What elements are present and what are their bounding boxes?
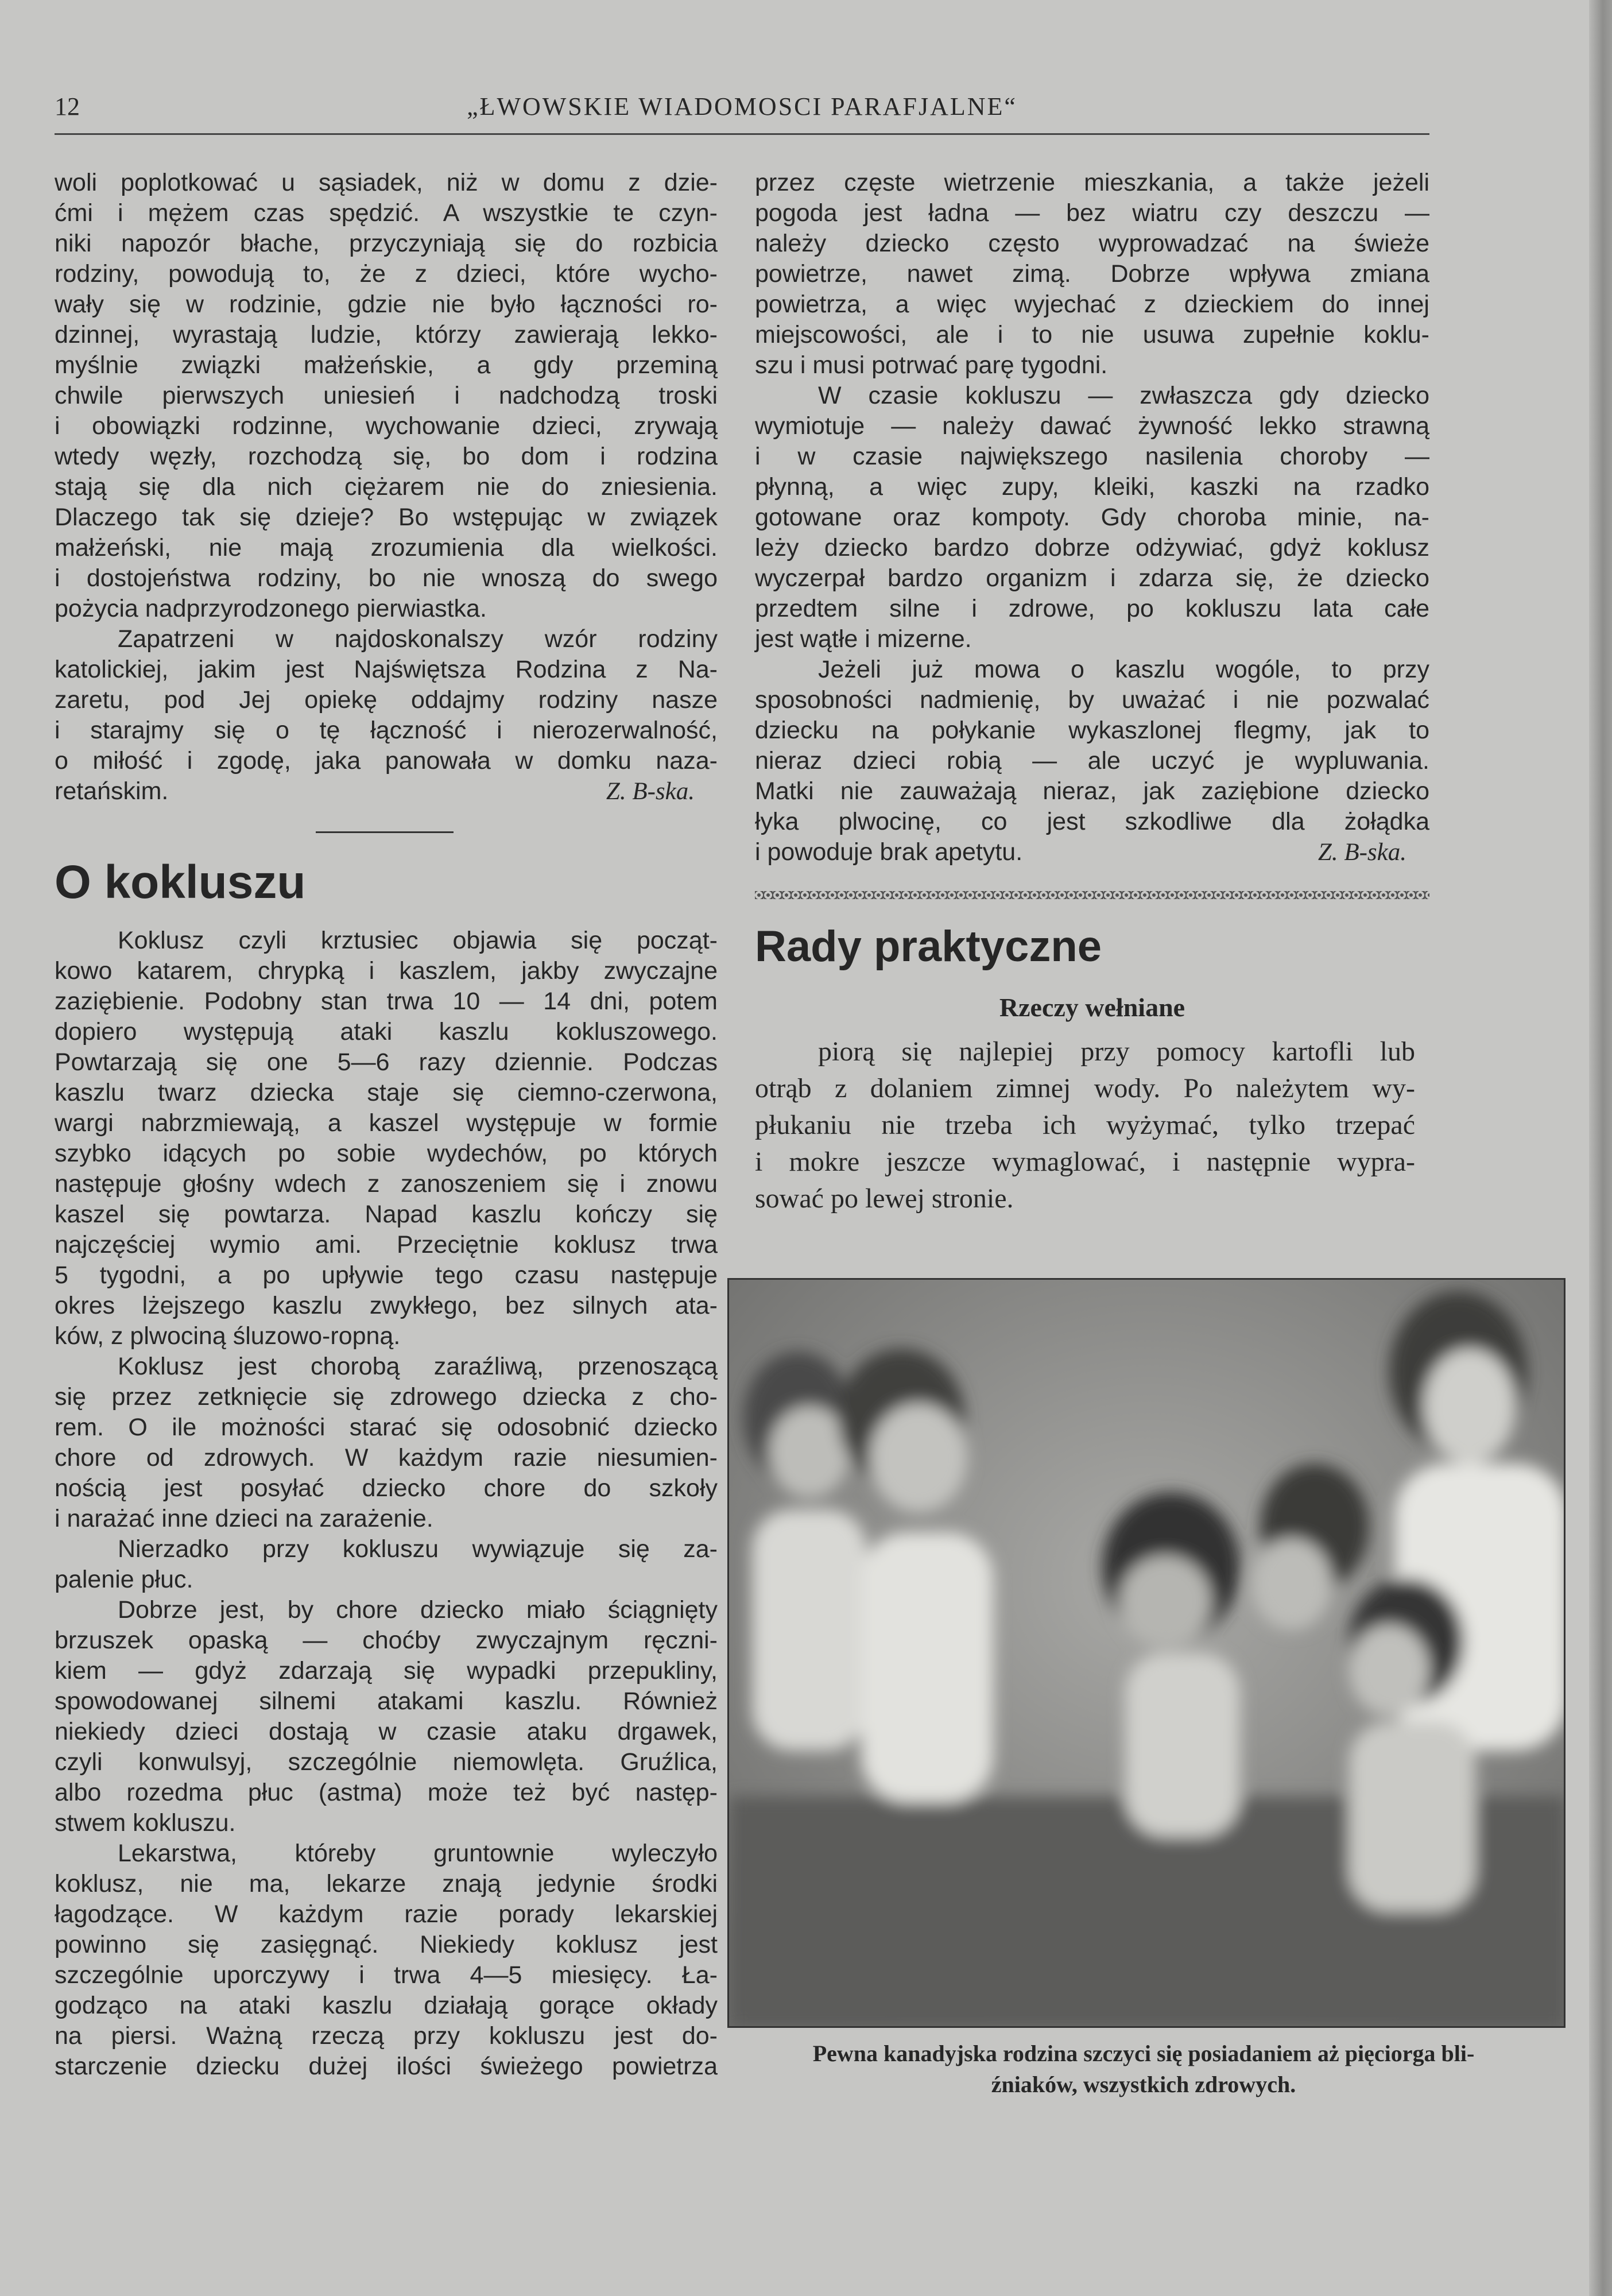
text-line-content: starczenie dziecku dużej ilości świeżego powietrza — [55, 2053, 718, 2080]
text-line-content: retańskim. — [55, 777, 169, 805]
text-line — [55, 1443, 718, 1473]
text-line-content: myślnie związki małżeńskie, a gdy przeminą — [55, 351, 718, 379]
text-line — [755, 259, 1429, 289]
text-line-content: i starajmy się o tę łączność i nierozerwalność, — [55, 717, 718, 744]
text-line-content: 5 tygodni, a po upływie tego czasu następuje — [55, 1261, 718, 1289]
text-line-content: kiem — gdyż zdarzają się wypadki przepukliny, — [55, 1657, 718, 1685]
text-line — [55, 956, 718, 986]
text-line-content: stają się dla nich ciężarem nie do zniesienia. — [55, 473, 718, 501]
text-line — [55, 198, 718, 229]
text-line-content: woli poplotkować u sąsiadek, niż w domu z dzie- — [55, 169, 718, 196]
text-line-content: koklusz, nie ma, lekarze znają jedynie środki — [55, 1870, 718, 1898]
text-line — [755, 1070, 1415, 1107]
text-line — [755, 715, 1429, 746]
text-line — [755, 533, 1429, 563]
text-line-content: należy dziecko często wyprowadzać na świeże — [755, 230, 1429, 257]
text-line-content: i dostojeństwa rodziny, bo nie wnoszą do swego — [55, 564, 718, 592]
text-line — [755, 381, 1429, 411]
text-line — [55, 2051, 718, 2082]
text-line — [55, 229, 718, 259]
text-line — [55, 1595, 718, 1625]
text-line-content: wyczerpał bardzo organizm i zdarza się, że dziecko — [755, 564, 1429, 592]
text-line — [55, 1899, 718, 1930]
text-line-content: albo rozedma płuc (astma) może też być następ- — [55, 1779, 718, 1806]
text-line — [55, 1078, 718, 1108]
text-line — [55, 1260, 718, 1291]
text-line — [55, 259, 718, 289]
text-line-content: najczęściej wymio ami. Przeciętnie koklusz trwa — [55, 1231, 718, 1259]
caption-line: Pewna kanadyjska rodzina szczyci się posiadaniem aż pięciorga bli- — [812, 2041, 1475, 2066]
text-line-content: chore od zdrowych. W każdym razie niesumien- — [55, 1444, 718, 1472]
text-line — [755, 807, 1429, 837]
text-line-content: na piersi. Ważną rzeczą przy kokluszu jest do- — [55, 2022, 718, 2050]
text-line — [55, 1473, 718, 1504]
text-line-content: dopiero występują ataki kaszlu kokluszowego. — [55, 1018, 718, 1046]
page-edge — [1589, 0, 1612, 2296]
text-line — [755, 411, 1429, 442]
text-line — [55, 1991, 718, 2021]
text-line — [55, 1717, 718, 1747]
text-line-content: wargi nabrzmiewają, a kaszel występuje w formie — [55, 1109, 718, 1137]
text-line-content: czyli konwulsyj, szczególnie niemowlęta. Gruźlica, — [55, 1748, 718, 1776]
text-line — [55, 776, 718, 807]
text-line-content: Koklusz czyli krztusiec objawia się począt- — [118, 927, 718, 954]
text-line-content: sposobności nadmienię, by uważać i nie pozwalać — [755, 686, 1429, 714]
text-line-content: Powtarzają się one 5—6 razy dziennie. Podczas — [55, 1048, 718, 1076]
text-line-content: rem. O ile możności starać się odosobnić dziecko — [55, 1414, 718, 1441]
text-line — [55, 926, 718, 956]
subsection-title: Rzeczy wełniane — [999, 993, 1185, 1022]
text-line-content: płynną, a więc zupy, kleiki, kaszki na rzadko — [755, 473, 1429, 501]
text-line-content: i w czasie największego nasilenia choroby — — [755, 443, 1429, 470]
photo-quintuplets — [727, 1278, 1566, 2028]
text-line-content: się przez zetknięcie się zdrowego dziecka z cho- — [55, 1383, 718, 1411]
photo-caption — [724, 2038, 1563, 2100]
text-line — [755, 655, 1429, 685]
text-line — [55, 746, 718, 776]
text-line — [55, 1352, 718, 1382]
text-line — [55, 1565, 718, 1595]
text-line-content: kowo katarem, chrypką i kaszlem, jakby zwyczajne — [55, 957, 718, 985]
text-line — [755, 168, 1429, 198]
text-line-content: niekiedy dzieci dostają w czasie ataku drgawek, — [55, 1718, 718, 1745]
text-line — [55, 986, 718, 1017]
text-line-content: wtedy węzły, rozchodzą się, bo dom i rodzina — [55, 443, 718, 470]
article-title-koklusz: O kokluszu — [55, 856, 306, 908]
text-line-content: powietrza, a więc wyjechać z dzieckiem do innej — [755, 291, 1429, 318]
text-line — [55, 1291, 718, 1321]
text-line — [55, 533, 718, 563]
text-line — [55, 1625, 718, 1656]
text-line — [55, 320, 718, 350]
text-line-content: łagodzące. W każdym razie porady lekarskiej — [55, 1900, 718, 1928]
text-line — [755, 1107, 1415, 1144]
text-line-content: jest wątłe i mizerne. — [755, 625, 972, 653]
text-line — [55, 2021, 718, 2051]
text-line-content: ćmi i mężem czas spędzić. A wszystkie te czyn- — [55, 199, 718, 227]
text-line-content: sować po lewej stronie. — [755, 1183, 1014, 1214]
text-line-content: godząco na ataki kaszlu działają gorące okłady — [55, 1992, 718, 2019]
text-line-content: nieraz dzieci robią — ale uczyć je wypluwania. — [755, 747, 1429, 775]
text-line-content: dzinnej, wyrastają ludzie, którzy zawierają lekko- — [55, 321, 718, 349]
text-line — [755, 685, 1429, 715]
text-line — [755, 289, 1429, 320]
text-line-content: kaszel się powtarza. Napad kaszlu kończy się — [55, 1201, 718, 1228]
text-line — [755, 1144, 1415, 1180]
text-line-content: leży dziecko bardzo dobrze odżywiać, gdyż koklusz — [755, 534, 1429, 562]
text-line — [755, 198, 1429, 229]
text-line-content: okres lżejszego kaszlu zwykłego, bez silnych ata- — [55, 1292, 718, 1319]
text-line — [755, 502, 1429, 533]
text-line-content: niki napozór błache, przyczyniają się do rozbicia — [55, 230, 718, 257]
author-signature: Z. B-ska. — [1318, 839, 1406, 866]
text-line — [55, 411, 718, 442]
text-line-content: W czasie kokluszu — zwłaszcza gdy dziecko — [818, 382, 1429, 409]
ornamental-divider — [755, 891, 1429, 899]
text-line-content: Nierzadko przy kokluszu wywiązuje się za- — [118, 1535, 718, 1563]
text-line — [55, 1534, 718, 1565]
text-line — [55, 1747, 718, 1778]
text-line — [55, 563, 718, 594]
text-line-content: pogoda jest ładna — bez wiatru czy deszczu — — [755, 199, 1429, 227]
text-line-content: Koklusz jest chorobą zaraźliwą, przenoszącą — [118, 1353, 718, 1380]
text-line-content: łyka plwocinę, co jest szkodliwe dla żołądka — [755, 808, 1429, 835]
text-line-content: Dobrze jest, by chore dziecko miało ściągnięty — [118, 1596, 718, 1624]
text-line-content: i powoduje brak apetytu. — [755, 838, 1023, 866]
text-line-content: gotowane oraz kompoty. Gdy choroba minie, na- — [755, 504, 1429, 531]
text-line — [55, 1412, 718, 1443]
article-koklusz — [55, 926, 718, 2082]
text-line — [755, 472, 1429, 502]
text-line-content: przedtem silne i zdrowe, po kokluszu lata całe — [755, 595, 1429, 622]
text-line — [55, 1869, 718, 1899]
text-line — [55, 350, 718, 381]
article-koklusz-continuation — [755, 168, 1429, 868]
text-line — [755, 563, 1429, 594]
text-line-content: brzuszek opaską — choćby zwyczajnym ręczni- — [55, 1627, 718, 1654]
text-line — [55, 1960, 718, 1991]
text-line — [55, 1504, 718, 1534]
text-line-content: dziecku na połykanie wykaszlonej flegmy, jak to — [755, 717, 1429, 744]
text-line — [55, 1169, 718, 1199]
text-line — [55, 1656, 718, 1686]
text-line-content: powietrze, nawet zimą. Dobrze wpływa zmiana — [755, 260, 1429, 288]
text-line — [55, 1778, 718, 1808]
text-line-content: płukaniu nie trzeba ich wyżymać, tylko trzepać — [755, 1110, 1415, 1140]
text-line-content: ków, z plwociną śluzowo-ropną. — [55, 1322, 401, 1350]
text-line — [55, 1017, 718, 1047]
text-line — [55, 1321, 718, 1352]
running-title: „ŁWOWSKIE WIADOMOSCI PARAFJALNE“ — [467, 92, 1017, 121]
text-line — [755, 1180, 1415, 1217]
text-line — [55, 1808, 718, 1838]
text-line-content: chwile pierwszych uniesień i nadchodzą troski — [55, 382, 718, 409]
text-line-content: palenie płuc. — [55, 1566, 193, 1593]
text-line-content: pożycia nadprzyrodzonego pierwiastka. — [55, 595, 487, 622]
text-line-content: następuje głośny wdech z zanoszeniem się i znowu — [55, 1170, 718, 1198]
author-signature: Z. B-ska. — [606, 778, 695, 805]
text-line — [55, 1139, 718, 1169]
text-line — [55, 624, 718, 655]
text-line — [55, 685, 718, 715]
text-line — [55, 1686, 718, 1717]
caption-line: źniaków, wszystkich zdrowych. — [991, 2072, 1296, 2097]
text-line — [55, 1230, 718, 1260]
text-line — [55, 1382, 718, 1412]
text-line — [755, 229, 1429, 259]
text-line — [55, 289, 718, 320]
text-line-content: nością jest posyłać dziecko chore do szkoły — [55, 1474, 718, 1502]
text-line — [55, 168, 718, 198]
page-header — [55, 92, 1429, 132]
text-line-content: Dlaczego tak się dzieje? Bo wstępując w związek — [55, 504, 718, 531]
text-line-content: i narażać inne dzieci na zarażenie. — [55, 1505, 433, 1532]
text-line-content: zaretu, pod Jej opiekę oddajmy rodziny nasze — [55, 686, 718, 714]
text-line-content: otrąb z dolaniem zimnej wody. Po należytem wy- — [755, 1073, 1415, 1104]
text-line — [55, 715, 718, 746]
text-line-content: o miłość i zgodę, jaka panowała w domku naza- — [55, 747, 718, 775]
text-line — [55, 1930, 718, 1960]
text-line-content: wymiotuje — należy dawać żywność lekko strawną — [755, 412, 1429, 440]
text-line — [755, 624, 1429, 655]
text-line-content: szczególnie uporczywy i trwa 4—5 miesięcy. Ła- — [55, 1961, 718, 1989]
text-line-content: małżeński, nie mają zrozumienia dla wielkości. — [55, 534, 718, 562]
text-line-content: rodziny, powodują to, że z dzieci, które wycho- — [55, 260, 718, 288]
section-divider — [316, 831, 454, 833]
text-line-content: szybko idących po sobie wydechów, po których — [55, 1140, 718, 1167]
text-line-content: wały się w rodzinie, gdzie nie było łączności ro- — [55, 291, 718, 318]
text-line-content: Matki nie zauważają nieraz, jak zaziębione dziecko — [755, 777, 1429, 805]
text-line — [755, 1033, 1415, 1070]
text-line — [55, 1199, 718, 1230]
text-line — [55, 502, 718, 533]
text-line-content: Lekarstwa, któreby gruntownie wyleczyło — [118, 1840, 718, 1867]
text-line — [55, 594, 718, 624]
text-line — [755, 442, 1429, 472]
text-line — [755, 746, 1429, 776]
text-line — [55, 1108, 718, 1139]
article-family-continuation — [55, 168, 718, 807]
text-line-content: i mokre jeszcze wymaglować, i następnie wypra- — [755, 1147, 1415, 1177]
text-line — [55, 442, 718, 472]
text-line — [755, 776, 1429, 807]
page-number: 12 — [55, 92, 80, 121]
text-line — [55, 472, 718, 502]
section-title-rady: Rady praktyczne — [755, 922, 1102, 971]
text-line — [55, 1838, 718, 1869]
text-line-content: szu i musi potrwać parę tygodni. — [755, 351, 1108, 379]
text-line — [755, 594, 1429, 624]
text-line — [755, 837, 1429, 868]
text-line-content: stwem kokluszu. — [55, 1809, 236, 1837]
text-line — [55, 1047, 718, 1078]
header-rule — [55, 133, 1429, 135]
text-line — [755, 350, 1429, 381]
text-line — [755, 320, 1429, 350]
text-line-content: piorą się najlepiej przy pomocy kartofli lub — [818, 1036, 1415, 1067]
text-line-content: katolickiej, jakim jest Najświętsza Rodzina z Na- — [55, 656, 718, 683]
text-line-content: przez częste wietrzenie mieszkania, a także jeżeli — [755, 169, 1429, 196]
text-line — [55, 655, 718, 685]
text-line-content: kaszlu twarz dziecka staje się ciemno-czerwona, — [55, 1079, 718, 1106]
text-line-content: i obowiązki rodzinne, wychowanie dzieci, zrywają — [55, 412, 718, 440]
text-line-content: zaziębienie. Podobny stan trwa 10 — 14 dni, potem — [55, 988, 718, 1015]
text-line-content: Zapatrzeni w najdoskonalszy wzór rodziny — [118, 625, 718, 653]
text-line-content: powinno się zasięgnąć. Niekiedy koklusz jest — [55, 1931, 718, 1958]
text-line-content: miejscowości, ale i to nie usuwa zupełnie koklu- — [755, 321, 1429, 349]
text-line — [55, 381, 718, 411]
text-line-content: Jeżeli już mowa o kaszlu wogóle, to przy — [818, 656, 1429, 683]
text-line-content: spowodowanej silnemi atakami kaszlu. Również — [55, 1687, 718, 1715]
article-rady — [755, 1033, 1415, 1217]
